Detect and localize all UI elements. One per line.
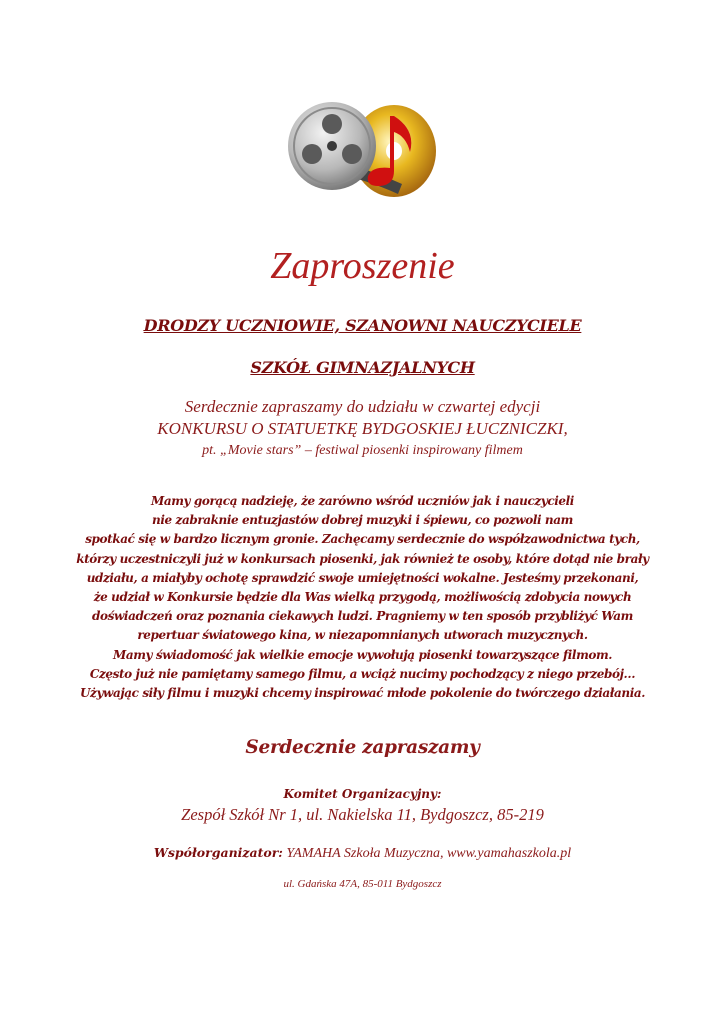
coorganizer-address: ul. Gdańska 47A, 85-011 Bydgoszcz	[283, 878, 442, 890]
body-line: doświadczeń oraz poznania ciekawych ludzi. Pragniemy w ten sposób przybliżyć Wam	[92, 609, 633, 624]
body-line: nie zabraknie entuzjastów dobrej muzyki i śpiewu, co pozwoli nam	[152, 513, 573, 528]
intro-block	[0, 396, 725, 462]
intro-line-2: KONKURSU O STATUETKĘ BYDGOSKIEJ ŁUCZNICZKI,	[157, 419, 568, 438]
body-line: Mamy świadomość jak wielkie emocje wywołują piosenki towarzyszące filmom.	[112, 647, 613, 662]
committee-address: Zespół Szkół Nr 1, ul. Nakielska 11, Bydgoszcz, 85-219	[181, 805, 544, 824]
film-music-logo	[282, 96, 442, 206]
body-line: że udział w Konkursie będzie dla Was wielką przygodą, możliwością zdobycia nowych	[93, 590, 632, 605]
body-line: Używając siły filmu i muzyki chcemy inspirować młode pokolenie do twórczego działania.	[79, 686, 646, 701]
intro-line-3: pt. „Movie stars” – festiwal piosenki inspirowany filmem	[202, 443, 523, 458]
body-paragraph	[75, 492, 650, 703]
body-line: repertuar światowego kina, w niezapomnianych utworach muzycznych.	[137, 628, 588, 643]
body-line: udziału, a miałyby ochotę sprawdzić swoje umiejętności wokalne. Jesteśmy przekonani,	[86, 570, 639, 585]
heading-line-1: DRODZY UCZNIOWIE, SZANOWNI NAUCZYCIELE	[143, 316, 582, 335]
closing-heading: Serdecznie zapraszamy	[245, 737, 480, 758]
body-line: spotkać się w bardzo licznym gronie. Zachęcamy serdecznie do współzawodnictwa tych,	[85, 532, 640, 547]
coorganizer-label: Współorganizator:	[153, 845, 283, 860]
coorganizer-line	[0, 845, 725, 862]
intro-line-1: Serdecznie zapraszamy do udziału w czwartej edycji	[184, 397, 541, 416]
body-line: którzy uczestniczyli już w konkursach piosenki, jak również te osoby, które dotąd nie brały	[76, 551, 649, 566]
body-line: Często już nie pamiętamy samego filmu, a wciąż nucimy pochodzący z niego przebój…	[89, 666, 636, 681]
committee-label: Komitet Organizacyjny:	[283, 787, 442, 801]
heading-line-2: SZKÓŁ GIMNAZJALNYCH	[250, 358, 475, 377]
coorganizer-value: YAMAHA Szkoła Muzyczna, www.yamahaszkola.pl	[286, 846, 572, 861]
page-title: Zaproszenie	[270, 245, 455, 287]
body-line: Mamy gorącą nadzieję, że zarówno wśród uczniów jak i nauczycieli	[151, 494, 574, 508]
